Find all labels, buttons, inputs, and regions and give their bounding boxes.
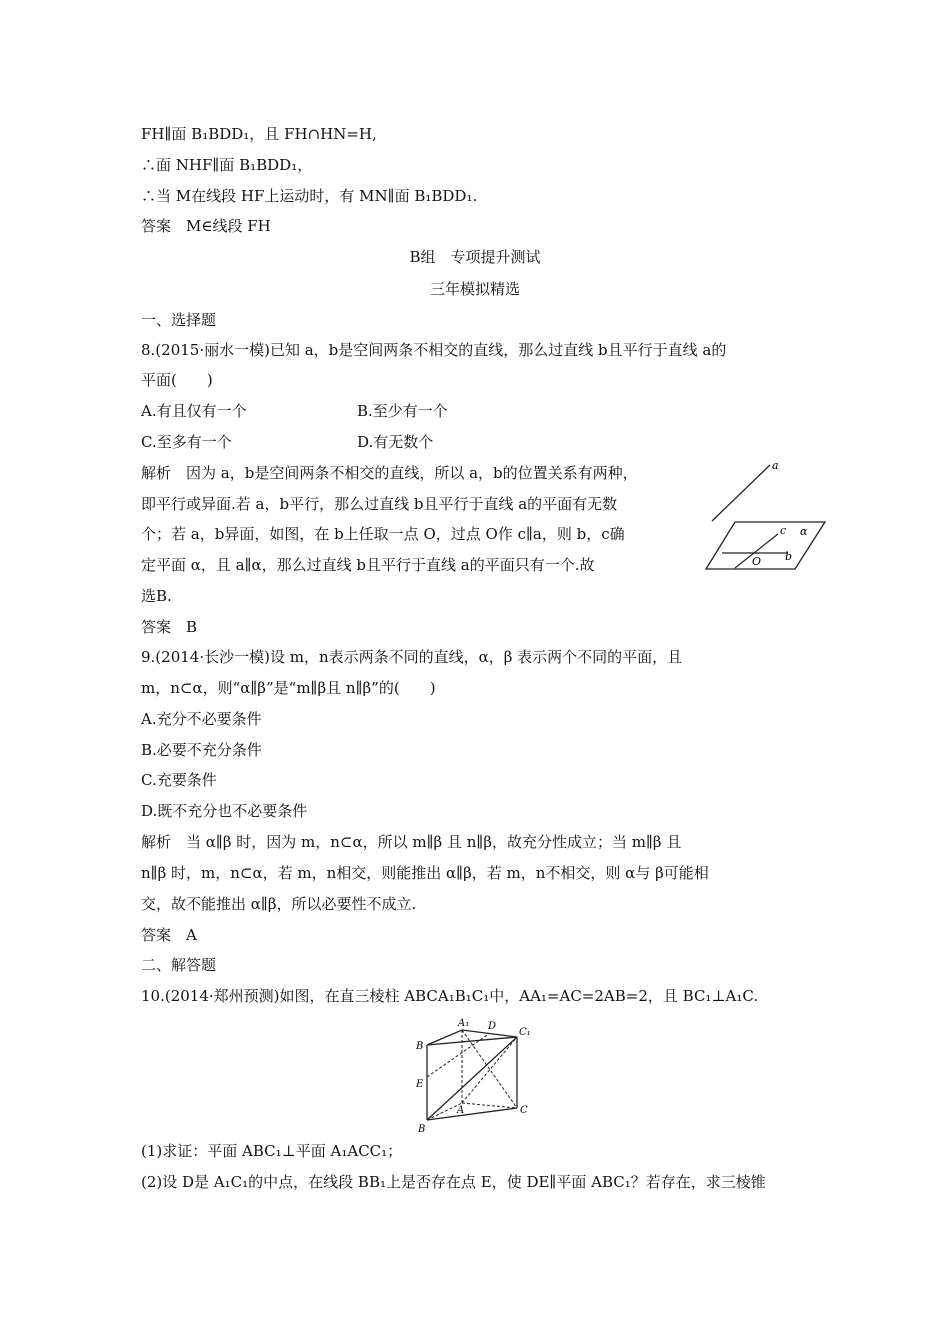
fig10-label-e: E xyxy=(416,1079,424,1090)
q8-solution-5: 选B. xyxy=(141,587,172,605)
q10-part-2: (2)设 D是 A₁C₁的中点，在线段 BB₁上是否存在点 E，使 DE∥平面 ABC₁？若存在，求三棱锥 xyxy=(141,1173,766,1191)
line-fh-parallel: FH∥面 B₁BDD₁，且 FH∩HN=H, xyxy=(141,125,377,143)
q9-stem-1: 9.(2014·长沙一模)设 m，n表示两条不同的直线，α，β 表示两个不同的平面，且 xyxy=(141,648,683,666)
q8-option-b: B.至少有一个 xyxy=(357,402,448,420)
fig10-label-d: D xyxy=(488,1021,497,1032)
q9-solution-2: n∥β 时，m，n⊂α，若 m，n相交，则能推出 α∥β，若 m，n不相交，则 α与 β可能相 xyxy=(141,864,709,882)
fig8-label-a: a xyxy=(772,459,779,472)
q8-stem-2: 平面( ) xyxy=(141,371,213,389)
q9-solution-1: 解析 当 α∥β 时，因为 m，n⊂α，所以 m∥β 且 n∥β，故充分性成立；当 m∥β 且 xyxy=(141,833,682,851)
q8-stem-1: 8.(2015·丽水一模)已知 a，b是空间两条不相交的直线，那么过直线 b且平行于直线 a的 xyxy=(141,341,727,359)
q10-part-1: (1)求证：平面 ABC₁⊥平面 A₁ACC₁； xyxy=(141,1142,403,1160)
q8-answer: 答案 B xyxy=(141,618,198,636)
q10-prism-figure xyxy=(412,1015,542,1137)
q8-solution-3: 个；若 a，b异面，如图，在 b上任取一点 O，过点 O作 c∥a，则 b，c确 xyxy=(141,525,625,543)
q8-option-a: A.有且仅有一个 xyxy=(141,402,247,420)
q8-solution-2: 即平行或异面.若 a，b平行，那么过直线 b且平行于直线 a的平面有无数 xyxy=(141,495,618,513)
fig10-label-a: A xyxy=(457,1105,465,1116)
fig10-label-a1: A₁ xyxy=(458,1018,470,1029)
q8-solution-1: 解析 因为 a，b是空间两条不相交的直线，所以 a，b的位置关系有两种， xyxy=(141,464,638,482)
q10-stem: 10.(2014·郑州预测)如图，在直三棱柱 ABCA₁B₁C₁中，AA₁=AC=2AB=2，且 BC₁⊥A₁C. xyxy=(141,987,759,1005)
q9-option-d: D.既不充分也不必要条件 xyxy=(141,802,308,820)
q9-option-b: B.必要不充分条件 xyxy=(141,741,262,759)
q9-solution-3: 交，故不能推出 α∥β，所以必要性不成立. xyxy=(141,895,417,913)
section-answer: 二、解答题 xyxy=(141,956,217,974)
section-subtitle: 三年模拟精选 xyxy=(429,280,520,298)
line-plane-nhf: ∴面 NHF∥面 B₁BDD₁， xyxy=(141,156,313,174)
section-group-title: B组 专项提升测试 xyxy=(409,248,541,266)
line-conclusion: ∴当 M在线段 HF上运动时，有 MN∥面 B₁BDD₁. xyxy=(141,187,478,205)
fig8-label-o: O xyxy=(752,555,762,568)
answer-prev: 答案 M∈线段 FH xyxy=(141,217,271,235)
q8-option-c: C.至多有一个 xyxy=(141,433,232,451)
q9-option-a: A.充分不必要条件 xyxy=(141,710,262,728)
fig10-label-b1: B xyxy=(416,1041,424,1052)
fig10-label-c1: C₁ xyxy=(519,1027,531,1038)
fig10-label-c: C xyxy=(520,1105,528,1116)
q9-answer: 答案 A xyxy=(141,926,197,944)
fig8-label-b: b xyxy=(785,550,793,563)
q8-solution-4: 定平面 α，且 a∥α，那么过直线 b且平行于直线 a的平面只有一个.故 xyxy=(141,556,595,574)
q9-option-c: C.充要条件 xyxy=(141,771,217,789)
q8-plane-figure xyxy=(700,455,830,580)
fig8-label-c: c xyxy=(780,524,787,537)
fig8-label-alpha: α xyxy=(800,525,808,538)
q9-stem-2: m，n⊂α，则“α∥β”是“m∥β且 n∥β”的( ) xyxy=(141,679,436,697)
section-choice: 一、选择题 xyxy=(141,311,217,329)
fig10-label-b: B xyxy=(418,1124,426,1135)
q8-option-d: D.有无数个 xyxy=(357,433,434,451)
